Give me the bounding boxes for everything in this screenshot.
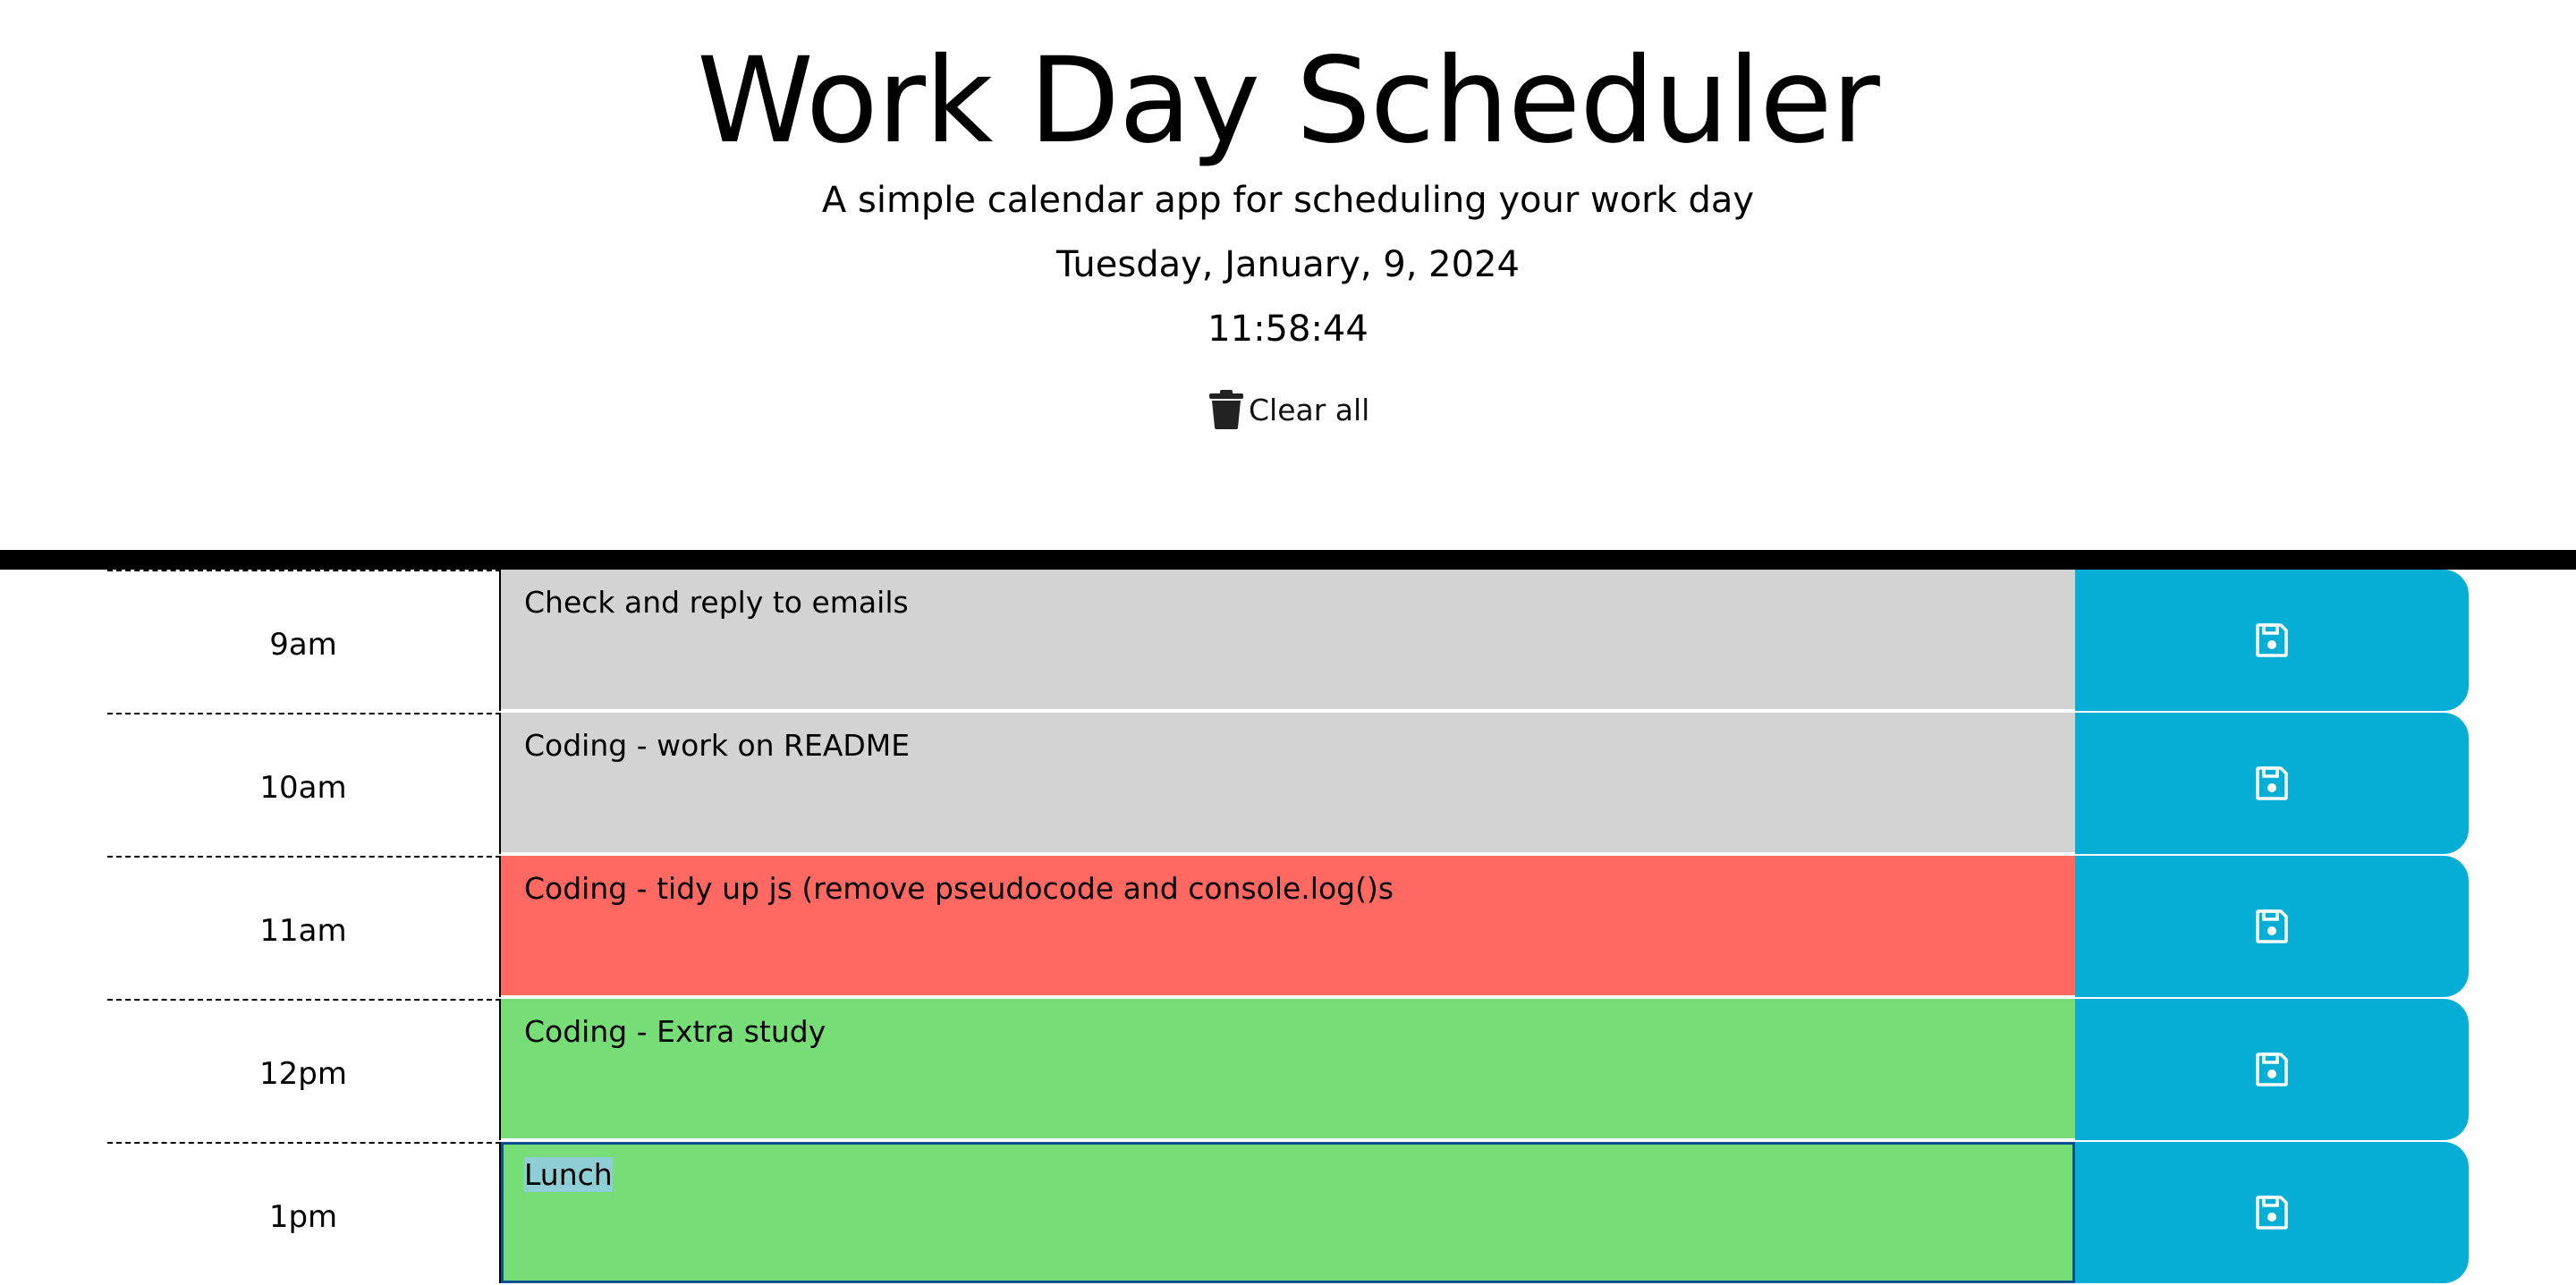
event-description-input[interactable] bbox=[501, 1142, 2075, 1283]
save-icon bbox=[2256, 1053, 2288, 1086]
clear-all-button[interactable] bbox=[1209, 386, 1369, 433]
current-date: Tuesday, January, 9, 2024 bbox=[1056, 244, 1520, 285]
time-block-12pm bbox=[0, 999, 2576, 1142]
event-description-input[interactable] bbox=[501, 856, 2075, 997]
time-block-10am bbox=[0, 713, 2576, 856]
save-button[interactable] bbox=[2075, 1142, 2469, 1283]
hour-label: 10am bbox=[107, 713, 501, 854]
current-time: 11:58:44 bbox=[1208, 309, 1368, 350]
save-button[interactable] bbox=[2075, 570, 2469, 711]
clear-all-label: Clear all bbox=[1249, 392, 1370, 427]
save-icon bbox=[2256, 909, 2288, 943]
trash-icon bbox=[1209, 390, 1243, 429]
selected-text: Lunch bbox=[524, 1157, 613, 1192]
hour-label: 9am bbox=[107, 570, 501, 711]
event-description-input[interactable] bbox=[501, 713, 2075, 854]
hour-label: 11am bbox=[107, 856, 501, 997]
time-block-9am bbox=[0, 570, 2576, 713]
page-title: Work Day Scheduler bbox=[697, 32, 1879, 170]
time-block-11am bbox=[0, 856, 2576, 999]
save-icon bbox=[2256, 1196, 2288, 1230]
header-divider bbox=[0, 550, 2576, 570]
hour-label: 12pm bbox=[107, 999, 501, 1140]
page-subtitle: A simple calendar app for scheduling your work day bbox=[821, 180, 1755, 221]
event-description-input[interactable] bbox=[501, 570, 2075, 711]
hour-label: 1pm bbox=[107, 1142, 501, 1283]
save-button[interactable] bbox=[2075, 713, 2469, 854]
header bbox=[0, 0, 2576, 550]
save-button[interactable] bbox=[2075, 856, 2469, 997]
save-button[interactable] bbox=[2075, 999, 2469, 1140]
time-block-1pm bbox=[0, 1142, 2576, 1285]
event-description-input[interactable] bbox=[501, 999, 2075, 1140]
save-icon bbox=[2256, 766, 2288, 800]
save-icon bbox=[2256, 623, 2288, 657]
